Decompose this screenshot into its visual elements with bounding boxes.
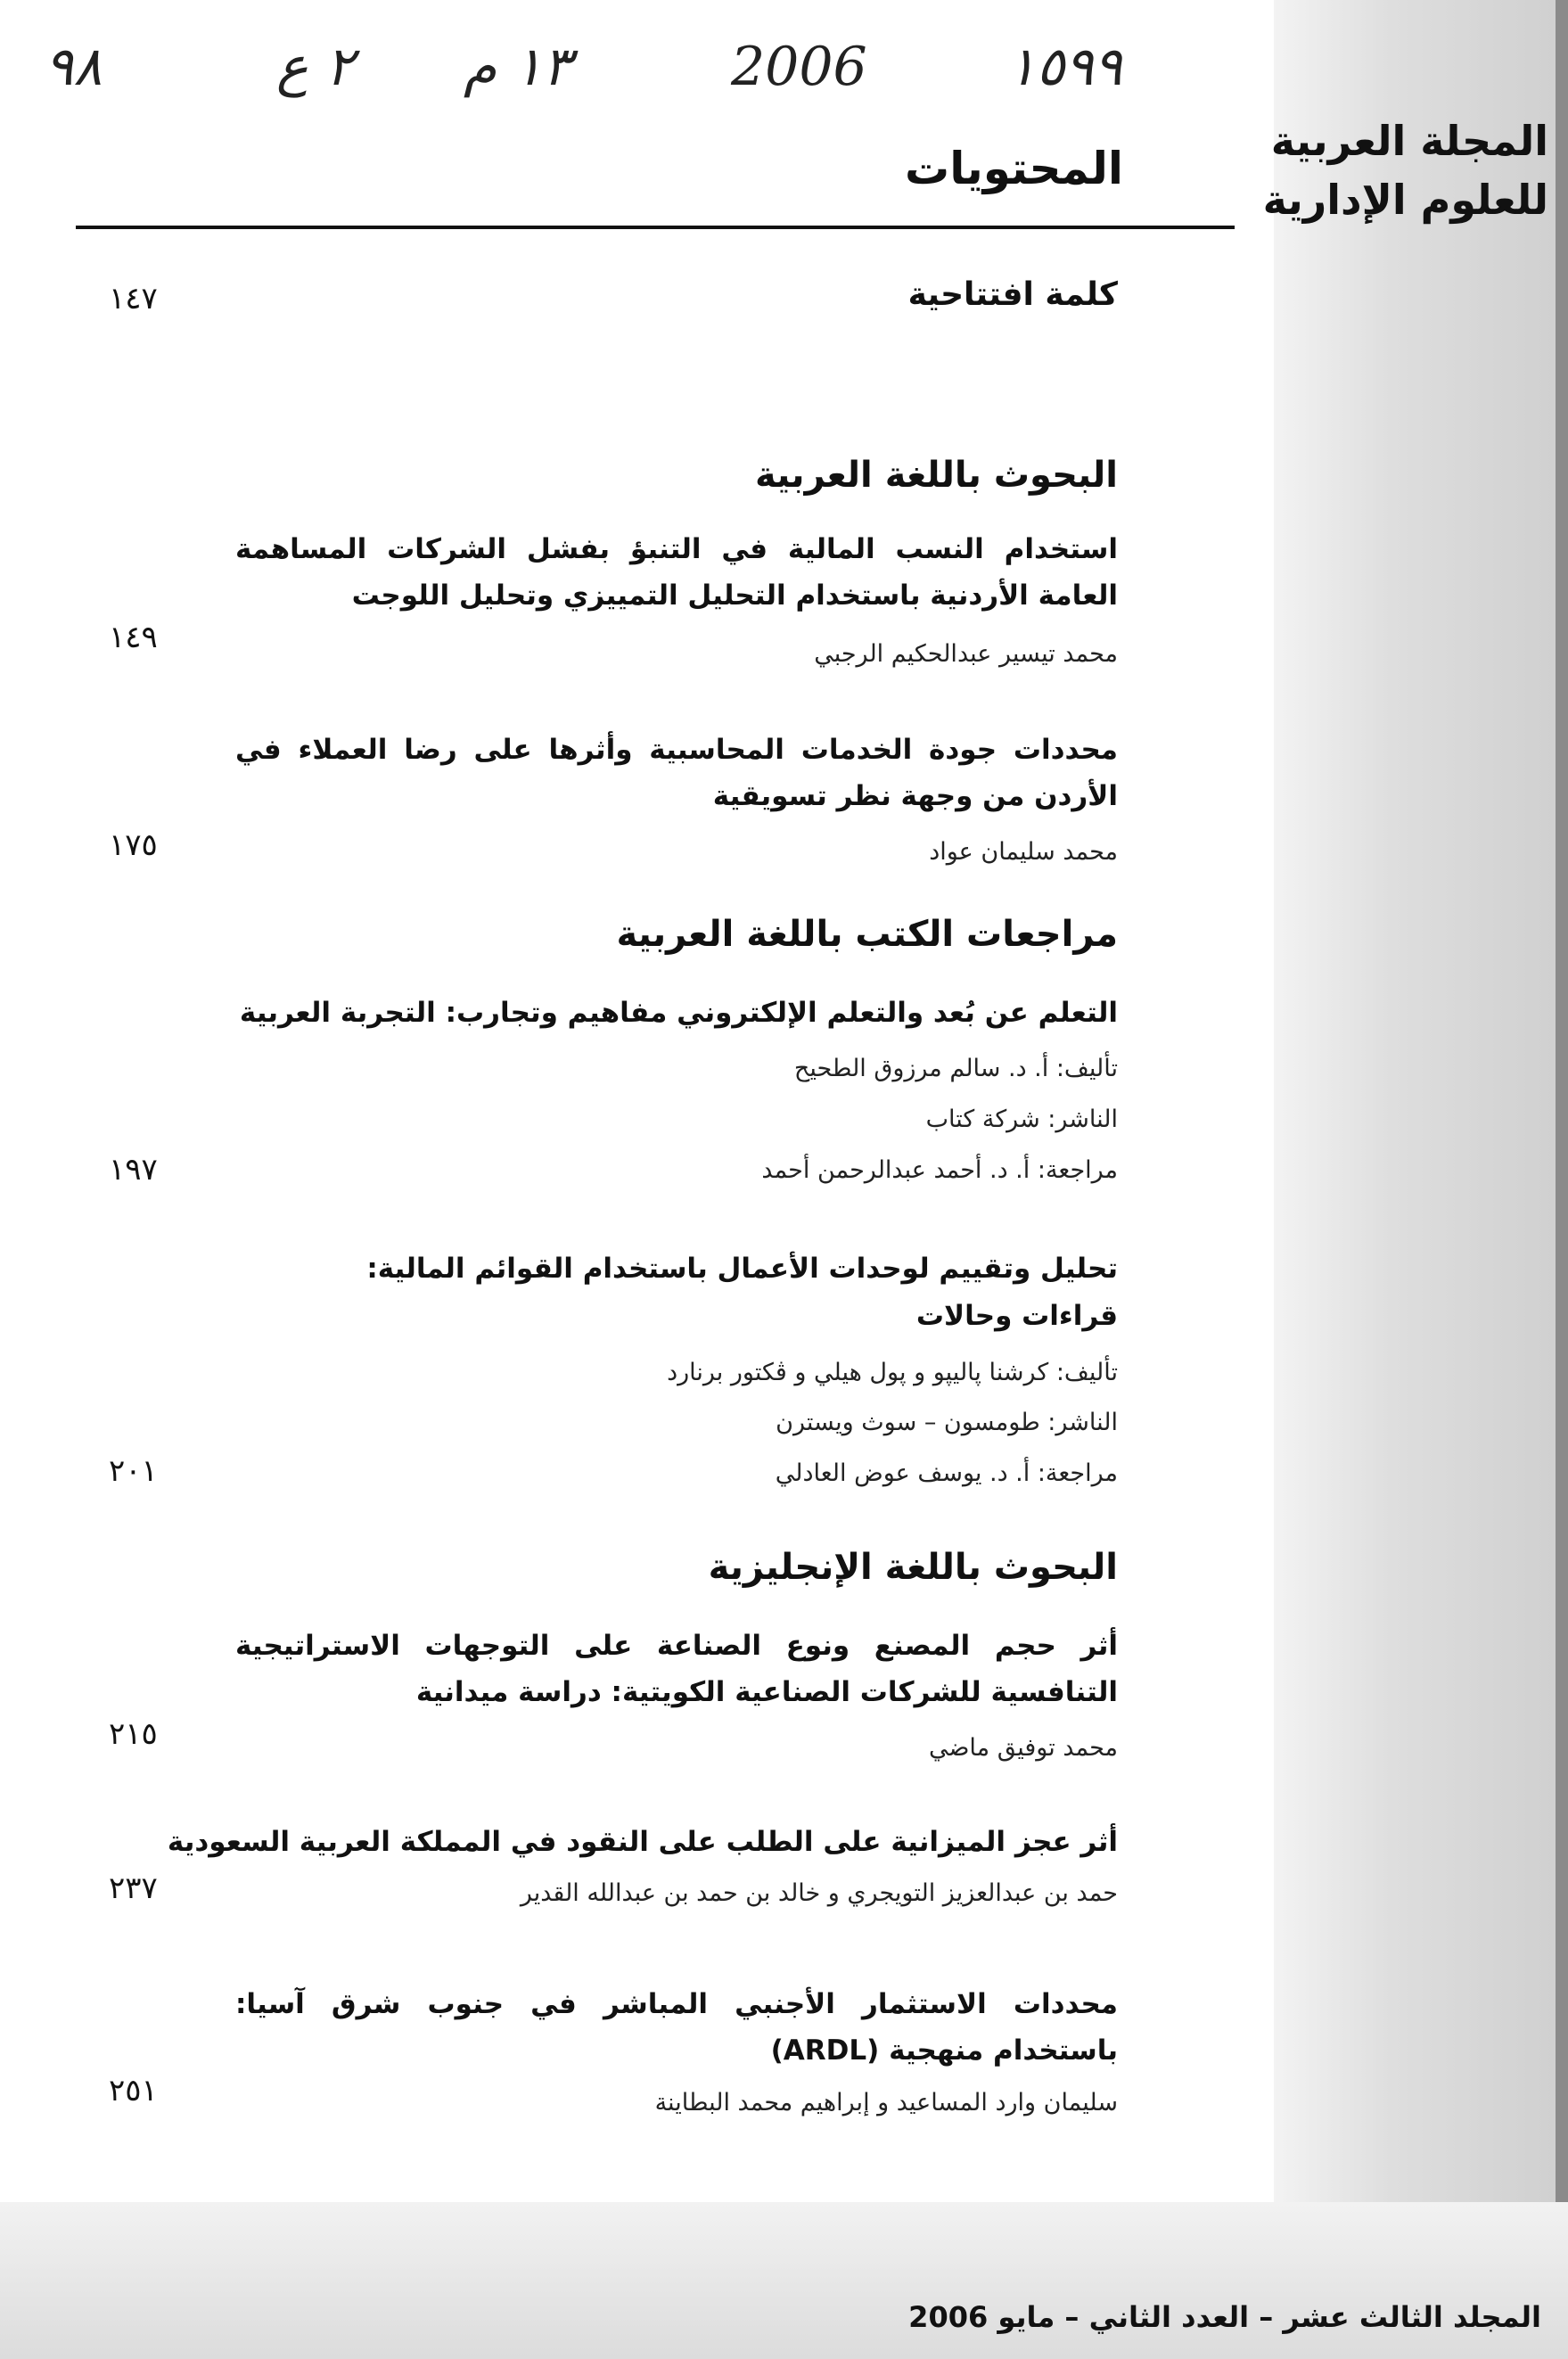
toc-opening-title[interactable]: كلمة افتتاحية xyxy=(907,276,1118,313)
toc-entry-title[interactable]: أثر عجز الميزانية على الطلب على النقود في المملكة العربية السعودية xyxy=(167,1826,1118,1858)
toc-entry-author: حمد بن عبدالعزيز التويجري و خالد بن حمد بن عبدالله القدير xyxy=(520,1879,1118,1907)
toc-opening-page: ١٤٧ xyxy=(109,281,158,316)
toc-entry-author: محمد توفيق ماضي xyxy=(929,1734,1118,1762)
toc-entry-title[interactable]: محددات جودة الخدمات المحاسبية وأثرها على رضا العملاء في الأردن من وجهة نظر تسويقية xyxy=(235,734,1118,812)
toc-entry-reviewer: مراجعة: أ. د. يوسف عوض العادلي xyxy=(775,1459,1118,1487)
toc-entry-page: ١٩٧ xyxy=(109,1152,158,1188)
toc-entry-title[interactable]: محددات الاستثمار الأجنبي المباشر في جنوب شرق آسيا: باستخدام منهجية (ARDL) xyxy=(235,1988,1118,2067)
toc-entry-title[interactable]: استخدام النسب المالية في التنبؤ بفشل الشركات المساهمة العامة الأردنية باستخدام التحليل التمييزي وتحليل اللوجت xyxy=(235,533,1118,612)
handwritten-note-a: ٩٨ xyxy=(45,36,103,98)
toc-entry-page: ٢٠١ xyxy=(109,1453,158,1489)
handwritten-note-e: ١٥٩٩ xyxy=(1007,36,1122,98)
toc-entry-page: ٢١٥ xyxy=(109,1716,158,1752)
issue-footer: المجلد الثالث عشر – العدد الثاني – مايو 2006 xyxy=(908,2300,1541,2334)
handwritten-note-d: 2006 xyxy=(731,36,867,98)
toc-entry-author: محمد سليمان عواد xyxy=(929,838,1118,866)
toc-entry-page: ١٤٩ xyxy=(109,620,158,655)
handwritten-note-b: ٢ ع xyxy=(276,36,355,98)
toc-entry-title[interactable]: أثر حجم المصنع ونوع الصناعة على التوجهات الاستراتيجية التنافسية للشركات الصناعية الكويتية: دراسة ميدانية xyxy=(235,1630,1118,1708)
toc-entry-title[interactable]: التعلم عن بُعد والتعلم الإلكتروني مفاهيم وتجارب: التجربة العربية xyxy=(239,997,1118,1029)
toc-entry-title-line2[interactable]: قراءات وحالات xyxy=(915,1300,1118,1332)
toc-entry-page: ٢٣٧ xyxy=(109,1870,158,1906)
section-heading-english-research: البحوث باللغة الإنجليزية xyxy=(708,1547,1118,1588)
toc-entry-author: تأليف: أ. د. سالم مرزوق الطحيح xyxy=(793,1055,1118,1082)
contents-title: المحتويات xyxy=(904,143,1123,194)
journal-name-line1: المجلة العربية xyxy=(1270,117,1548,165)
toc-entry-author: سليمان وارد المساعيد و إبراهيم محمد البطاينة xyxy=(654,2089,1118,2117)
toc-entry-publisher: الناشر: شركة كتاب xyxy=(925,1106,1118,1133)
journal-name-line2: للعلوم الإدارية xyxy=(1262,176,1548,224)
toc-entry-page: ١٧٥ xyxy=(109,827,158,863)
toc-entry-author: محمد تيسير عبدالحكيم الرجبي xyxy=(814,640,1118,668)
toc-entry-reviewer: مراجعة: أ. د. أحمد عبدالرحمن أحمد xyxy=(761,1156,1118,1184)
section-heading-arabic-research: البحوث باللغة العربية xyxy=(754,455,1118,496)
handwritten-note-c: ١٣ م xyxy=(464,36,571,98)
toc-entry-author: تأليف: كرشنا پاليپو و پول هيلي و ڤكتور برنارد xyxy=(667,1359,1118,1386)
section-heading-book-reviews: مراجعات الكتب باللغة العربية xyxy=(616,914,1118,955)
toc-entry-publisher: الناشر: طومسون – سوث ويسترن xyxy=(776,1409,1118,1436)
toc-entry-page: ٢٥١ xyxy=(109,2073,158,2108)
toc-entry-title-line1[interactable]: تحليل وتقييم لوحدات الأعمال باستخدام القوائم المالية: xyxy=(366,1253,1118,1285)
